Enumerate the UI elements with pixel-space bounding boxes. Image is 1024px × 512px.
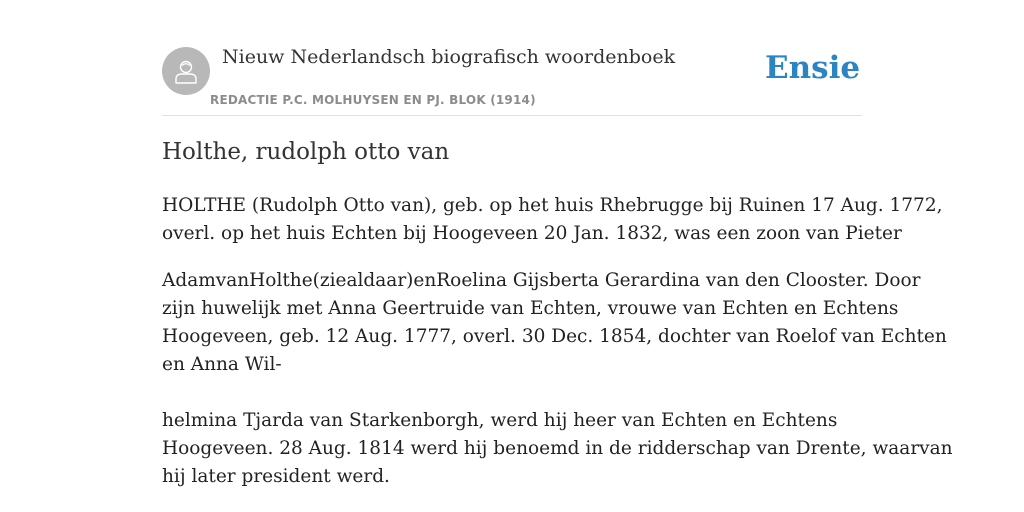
paragraph-line: en Anna Wil- bbox=[162, 354, 282, 375]
entry-title: Holthe, rudolph otto van bbox=[162, 139, 450, 165]
paragraph-line: Hoogeveen. 28 Aug. 1814 werd hij benoemd in de ridderschap van Drente, waarvan bbox=[162, 438, 953, 459]
book-title[interactable]: Nieuw Nederlandsch biografisch woordenboek bbox=[222, 46, 676, 68]
paragraph-line: Hoogeveen, geb. 12 Aug. 1777, overl. 30 Dec. 1854, dochter van Roelof van Echten bbox=[162, 326, 947, 347]
paragraph-line: overl. op het huis Echten bij Hoogeveen 20 Jan. 1832, was een zoon van Pieter bbox=[162, 223, 902, 244]
paragraph-line: AdamvanHolthe(ziealdaar)enRoelina Gijsberta Gerardina van den Clooster. Door bbox=[162, 270, 921, 291]
header-divider bbox=[162, 115, 862, 116]
avatar[interactable] bbox=[162, 47, 210, 95]
book-editors: REDACTIE P.C. MOLHUYSEN EN PJ. BLOK (1914) bbox=[210, 93, 536, 107]
ensie-logo[interactable]: Ensie bbox=[765, 50, 861, 86]
user-avatar-icon bbox=[171, 56, 201, 86]
paragraph-line: zijn huwelijk met Anna Geertruide van Echten, vrouwe van Echten en Echtens bbox=[162, 298, 899, 319]
paragraph-line: hij later president werd. bbox=[162, 466, 390, 487]
entry-paragraph-2 bbox=[162, 267, 947, 379]
entry-paragraph-3 bbox=[162, 407, 953, 491]
paragraph-line: helmina Tjarda van Starkenborgh, werd hij heer van Echten en Echtens bbox=[162, 410, 838, 431]
entry-paragraph-1 bbox=[162, 192, 943, 248]
paragraph-line: HOLTHE (Rudolph Otto van), geb. op het huis Rhebrugge bij Ruinen 17 Aug. 1772, bbox=[162, 195, 943, 216]
